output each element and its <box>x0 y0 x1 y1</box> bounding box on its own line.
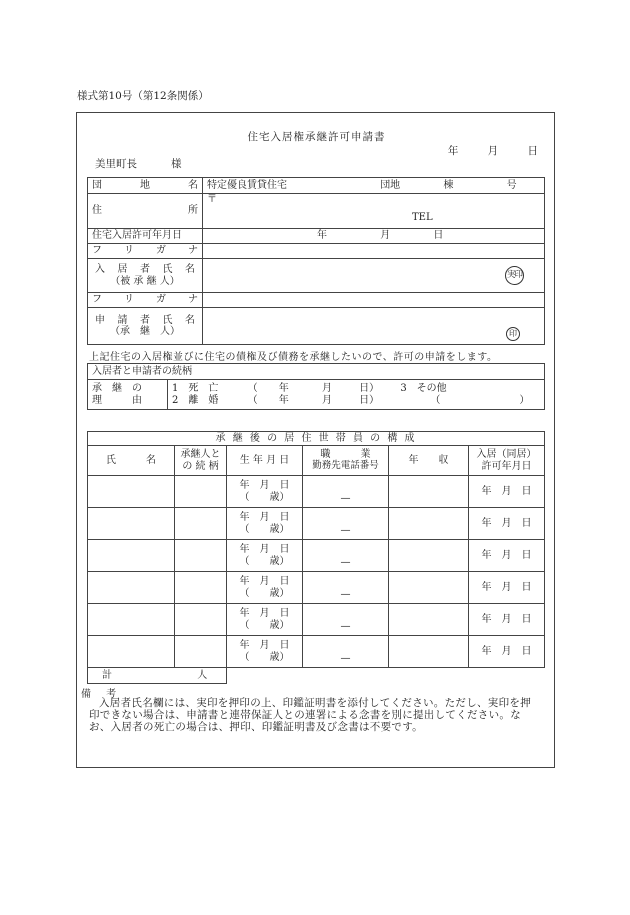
job-dash: — <box>340 588 351 600</box>
member-birth-cell[interactable] <box>227 604 303 636</box>
member-income-cell[interactable] <box>389 604 469 636</box>
permit-year: 年 <box>317 230 327 242</box>
birth-age: （ 歳） <box>239 555 290 567</box>
divorce-paren-close: ） <box>369 394 380 406</box>
option-other-label: 3 その他 <box>400 383 447 394</box>
member-birth-cell[interactable] <box>227 572 303 604</box>
addressee-name: 美里町長 <box>95 158 137 170</box>
member-permit-cell[interactable] <box>469 476 545 508</box>
death-month: 月 <box>321 383 332 394</box>
seal-icon: 印 <box>506 327 520 341</box>
job-dash: — <box>340 524 351 536</box>
birth-age: （ 歳） <box>239 523 290 535</box>
member-permit-cell[interactable] <box>469 508 545 540</box>
household-heading: 承 継 後 の 居 住 世 帯 員 の 構 成 <box>88 432 545 446</box>
member-income-cell[interactable] <box>389 572 469 604</box>
member-relation-cell[interactable] <box>175 604 227 636</box>
resident-name-field[interactable] <box>203 259 545 293</box>
member-permit-cell[interactable] <box>469 604 545 636</box>
room-unit: 号 <box>506 179 517 191</box>
member-name-cell[interactable] <box>88 476 175 508</box>
remarks-heading: 備 考 <box>81 689 123 700</box>
member-name-cell[interactable] <box>88 636 175 668</box>
birth-age: （ 歳） <box>239 619 290 631</box>
applicant-row <box>88 308 545 345</box>
reason-option-death[interactable] <box>172 383 540 395</box>
reason-label-line1: 承 継 の <box>92 383 142 394</box>
furigana-field-2[interactable] <box>203 293 545 308</box>
header-relation <box>175 446 227 476</box>
household-row <box>88 572 545 604</box>
permit-date-label: 住宅入居許可年月日 <box>88 229 203 244</box>
household-row <box>88 604 545 636</box>
address-row <box>88 194 545 229</box>
member-job-cell[interactable] <box>303 604 389 636</box>
header-relation-line2: の 続 柄 <box>182 460 219 472</box>
household-header-row <box>88 446 545 476</box>
member-name-cell[interactable] <box>88 572 175 604</box>
applicant-label <box>88 308 203 345</box>
death-day: 日 <box>359 383 370 394</box>
member-relation-cell[interactable] <box>175 636 227 668</box>
divorce-year: 年 <box>278 394 289 406</box>
furigana-label-2: フ リ ガ ナ <box>88 293 203 308</box>
option-divorce-label: 2 離 婚 <box>172 394 219 406</box>
member-name-cell[interactable] <box>88 508 175 540</box>
member-job-cell[interactable] <box>303 476 389 508</box>
member-birth-cell[interactable] <box>227 636 303 668</box>
household-row <box>88 540 545 572</box>
household-row <box>88 476 545 508</box>
document-title: 住宅入居権承継許可申請書 <box>247 131 386 143</box>
death-year: 年 <box>278 383 289 394</box>
applicant-name-field[interactable] <box>203 308 545 345</box>
birth-ymd: 年 月 日 <box>239 544 290 555</box>
applicant-label-main: 申 請 者 氏 名 <box>95 314 195 326</box>
permit-ymd: 年 月 日 <box>481 517 532 529</box>
household-row <box>88 636 545 668</box>
header-relation-line1: 承継人と <box>180 449 221 460</box>
form-id: 様式第10号（第12条関係） <box>77 90 209 102</box>
member-birth-cell[interactable] <box>227 476 303 508</box>
furigana-row-2 <box>88 293 545 308</box>
address-label: 住 所 <box>88 194 203 229</box>
remarks-text: 入居者氏名欄には、実印を押印の上、印鑑証明書を添付してください。ただし、実印を押印できない場合は、申請書と連帯保証人との連署による念書を別に提出してください。なお、入居者の死亡の場合は、押印、印鑑証明書及び念書は不要です。 <box>89 697 531 733</box>
tel-label: TEL <box>412 212 433 223</box>
member-job-cell[interactable] <box>303 636 389 668</box>
other-paren-close: ） <box>519 394 530 406</box>
date-year: 年 <box>447 145 459 157</box>
resident-row <box>88 259 545 293</box>
member-relation-cell[interactable] <box>175 572 227 604</box>
member-name-cell[interactable] <box>88 604 175 636</box>
header-job <box>303 446 389 476</box>
birth-age: （ 歳） <box>239 491 290 503</box>
reason-options <box>168 380 545 410</box>
household-row <box>88 508 545 540</box>
relation-label: 入居者と申請者の続柄 <box>92 365 192 377</box>
applicant-label-sub: （承 継 人） <box>110 326 180 337</box>
housing-info-table <box>87 177 545 345</box>
danchi-value: 特定優良賃貸住宅 <box>207 179 287 191</box>
member-relation-cell[interactable] <box>175 476 227 508</box>
header-income: 年 収 <box>389 446 469 476</box>
permit-day: 日 <box>433 230 444 242</box>
birth-age: （ 歳） <box>239 651 290 663</box>
household-table <box>87 431 545 684</box>
birth-ymd: 年 月 日 <box>239 608 290 619</box>
divorce-paren-open: （ <box>247 394 258 406</box>
relation-field[interactable] <box>88 364 545 380</box>
reason-option-divorce[interactable] <box>172 395 540 407</box>
reason-row <box>88 380 545 410</box>
member-income-cell[interactable] <box>389 508 469 540</box>
death-paren-close: ） <box>369 383 380 394</box>
member-income-cell[interactable] <box>389 476 469 508</box>
birth-ymd: 年 月 日 <box>239 480 290 491</box>
member-permit-cell[interactable] <box>469 540 545 572</box>
danchi-label: 団 地 名 <box>88 178 203 194</box>
danchi-row <box>88 178 545 194</box>
permit-month: 月 <box>380 230 391 242</box>
permit-ymd: 年 月 日 <box>481 549 532 561</box>
member-job-cell[interactable] <box>303 572 389 604</box>
application-date[interactable] <box>422 143 538 158</box>
total-row <box>88 668 545 684</box>
birth-ymd: 年 月 日 <box>239 576 290 587</box>
header-job-line2: 勤務先電話番号 <box>312 459 379 471</box>
addressee-honorific: 様 <box>171 158 182 170</box>
member-job-cell[interactable] <box>303 508 389 540</box>
member-name-cell[interactable] <box>88 540 175 572</box>
application-statement: 上記住宅の入居権並びに住宅の債権及び債務を承継したいので、許可の申請をします。 <box>89 352 498 363</box>
relation-reason-table <box>87 363 545 410</box>
furigana-row-1 <box>88 244 545 259</box>
member-relation-cell[interactable] <box>175 508 227 540</box>
job-dash: — <box>340 492 351 504</box>
birth-ymd: 年 月 日 <box>239 640 290 651</box>
member-income-cell[interactable] <box>389 636 469 668</box>
furigana-label-1: フ リ ガ ナ <box>88 244 203 259</box>
member-birth-cell[interactable] <box>227 508 303 540</box>
addressee <box>95 156 182 171</box>
header-birth: 生 年 月 日 <box>227 446 303 476</box>
household-heading-row <box>88 432 545 446</box>
permit-ymd: 年 月 日 <box>481 613 532 625</box>
resident-label-sub: （被 承 継 人） <box>110 275 180 287</box>
member-permit-cell[interactable] <box>469 636 545 668</box>
remarks-body <box>89 697 541 733</box>
furigana-field-1[interactable] <box>203 244 545 259</box>
header-permit <box>469 446 545 476</box>
member-relation-cell[interactable] <box>175 540 227 572</box>
address-field[interactable] <box>203 194 545 229</box>
total-unit: 人 <box>197 669 208 681</box>
job-dash: — <box>340 652 351 664</box>
header-name: 氏 名 <box>88 446 175 476</box>
member-income-cell[interactable] <box>389 540 469 572</box>
header-permit-line2: 許可年月日 <box>481 460 532 472</box>
header-permit-line1: 入居（同居） <box>476 449 537 460</box>
danchi-field[interactable] <box>203 178 545 194</box>
member-job-cell[interactable] <box>303 540 389 572</box>
building-unit: 棟 <box>443 179 454 191</box>
birth-ymd: 年 月 日 <box>239 512 290 523</box>
total-cell[interactable] <box>88 668 227 684</box>
permit-date-row <box>88 229 545 244</box>
jitsuin-seal-icon: 実印 <box>505 266 524 285</box>
reason-label <box>88 380 168 410</box>
option-death-label: 1 死 亡 <box>172 383 219 394</box>
total-label: 計 <box>102 669 112 681</box>
permit-ymd: 年 月 日 <box>481 581 532 593</box>
postal-mark: 〒 <box>207 194 217 205</box>
resident-label <box>88 259 203 293</box>
job-dash: — <box>340 556 351 568</box>
header-job-line1: 職 業 <box>320 449 371 461</box>
birth-age: （ 歳） <box>239 587 290 599</box>
member-permit-cell[interactable] <box>469 572 545 604</box>
total-blank <box>227 668 545 684</box>
divorce-day: 日 <box>359 394 370 406</box>
date-month: 月 <box>487 145 499 157</box>
resident-label-main: 入 居 者 氏 名 <box>95 264 195 275</box>
reason-label-line2: 理 由 <box>92 394 142 406</box>
job-dash: — <box>340 620 351 632</box>
permit-date-field[interactable] <box>203 229 545 244</box>
date-day: 日 <box>527 145 538 157</box>
danchi-unit: 団地 <box>380 179 401 191</box>
other-paren-open: （ <box>430 394 441 406</box>
permit-ymd: 年 月 日 <box>481 485 532 497</box>
permit-ymd: 年 月 日 <box>481 645 532 657</box>
form-frame <box>76 112 555 768</box>
member-birth-cell[interactable] <box>227 540 303 572</box>
relation-row <box>88 364 545 380</box>
divorce-month: 月 <box>321 394 332 406</box>
death-paren-open: （ <box>247 383 258 394</box>
